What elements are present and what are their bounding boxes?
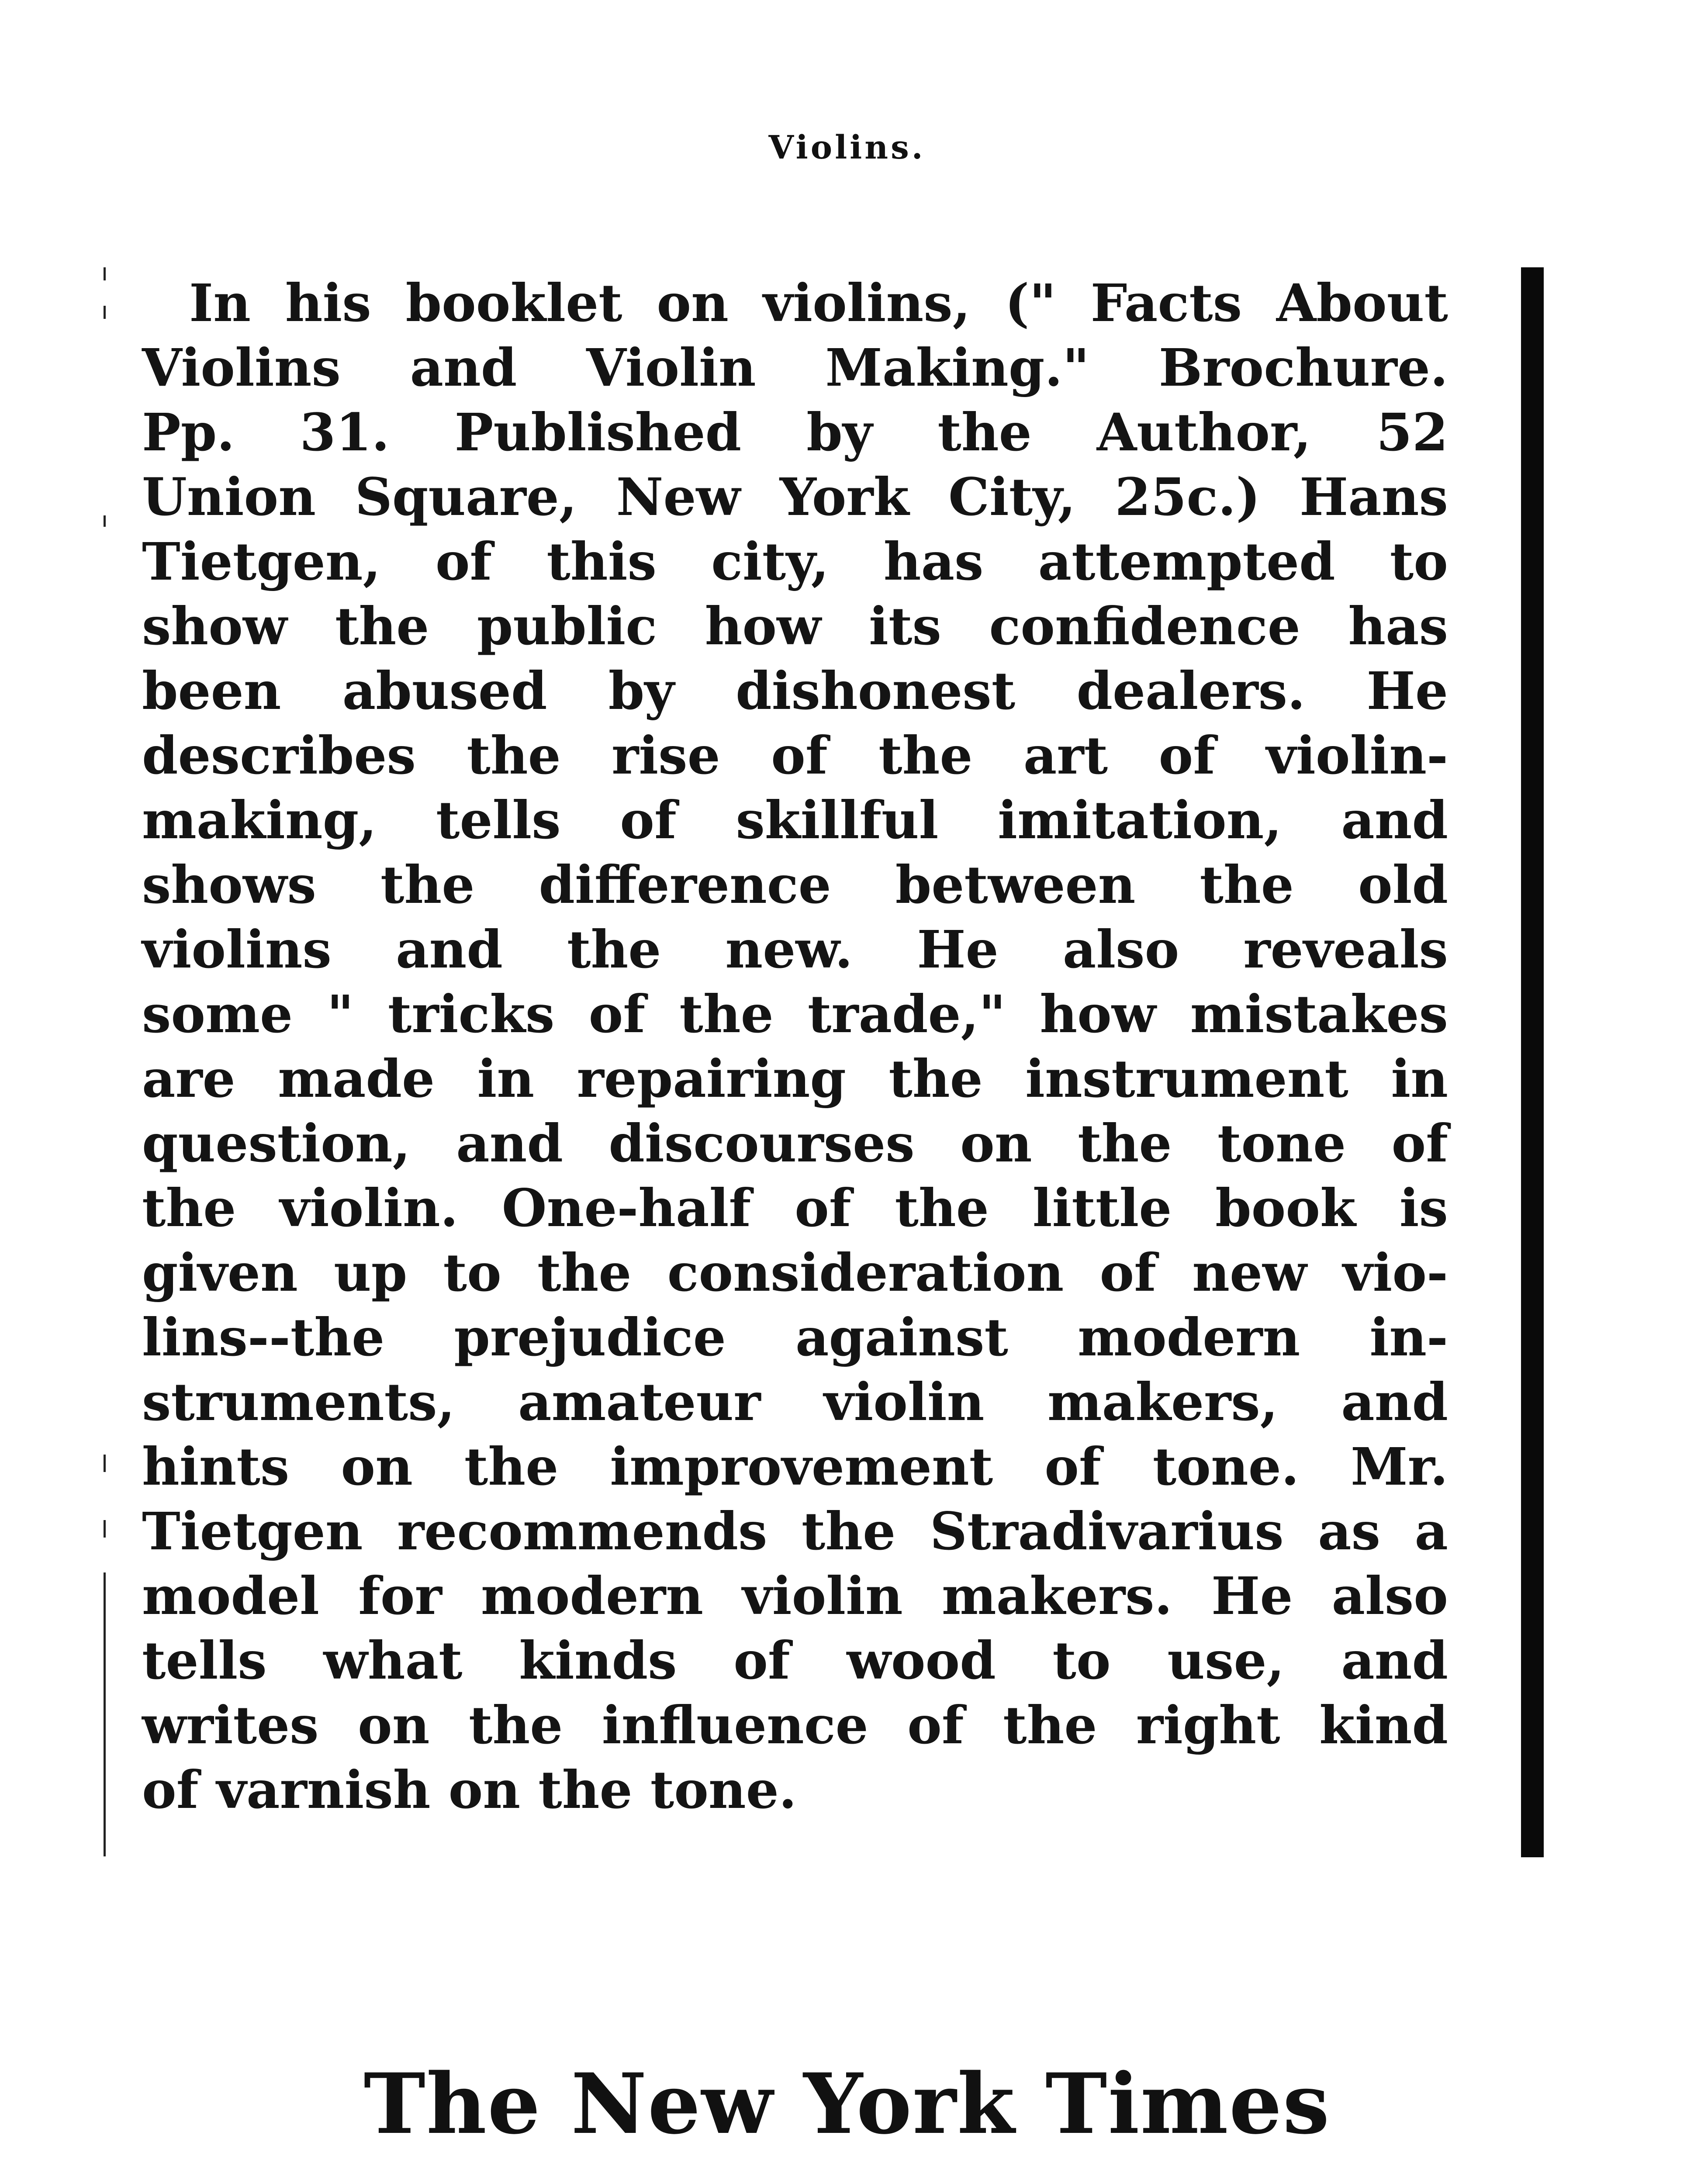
article-line: Tietgen recommends the Stradivarius as a [142,1501,1448,1562]
article-line: show the public how its confidence has [142,596,1448,657]
article-line: given up to the consideration of new vio- [142,1242,1448,1303]
article-line: model for modern violin makers. He also [142,1565,1448,1626]
article-body [142,271,1448,1822]
article-line: shows the difference between the old [142,854,1448,915]
article-line: struments, amateur violin makers, and [142,1372,1448,1432]
column-rule-right [1521,267,1544,1857]
article-line: lins--the prejudice against modern in- [142,1307,1448,1368]
column-rule-left [104,1520,106,1538]
nyt-masthead-logo: The New York Times [363,2055,1331,2153]
article-line: some " tricks of the trade," how mistakes [142,984,1448,1044]
article-line: of varnish on the tone. [142,1759,797,1820]
article-line: violins and the new. He also reveals [142,919,1448,980]
column-rule-left [104,1455,106,1472]
column-rule-left [104,515,106,527]
column-rule-left [104,267,106,280]
article-line: making, tells of skillful imitation, and [142,790,1448,850]
article-line: Union Square, New York City, 25c.) Hans [142,467,1448,527]
article-line: describes the rise of the art of violin- [142,725,1448,786]
article-headline: Violins. [768,129,926,166]
article-line: are made in repairing the instrument in [142,1048,1448,1109]
article-line: question, and discourses on the tone of [142,1113,1448,1174]
article-line: the violin. One-half of the little book is [142,1178,1448,1238]
column-rule-left [104,1572,106,1856]
article-line: writes on the influence of the right kind [142,1695,1448,1755]
article-line: tells what kinds of wood to use, and [142,1630,1448,1691]
article-line: Pp. 31. Published by the Author, 52 [142,402,1448,463]
article-line: Violins and Violin Making." Brochure. [142,337,1448,398]
article-line: In his booklet on violins, (" Facts About [189,273,1448,333]
article-line: Tietgen, of this city, has attempted to [142,531,1448,592]
article-line: been abused by dishonest dealers. He [142,660,1448,721]
article-line: hints on the improvement of tone. Mr. [142,1436,1448,1497]
column-rule-left [104,306,106,319]
